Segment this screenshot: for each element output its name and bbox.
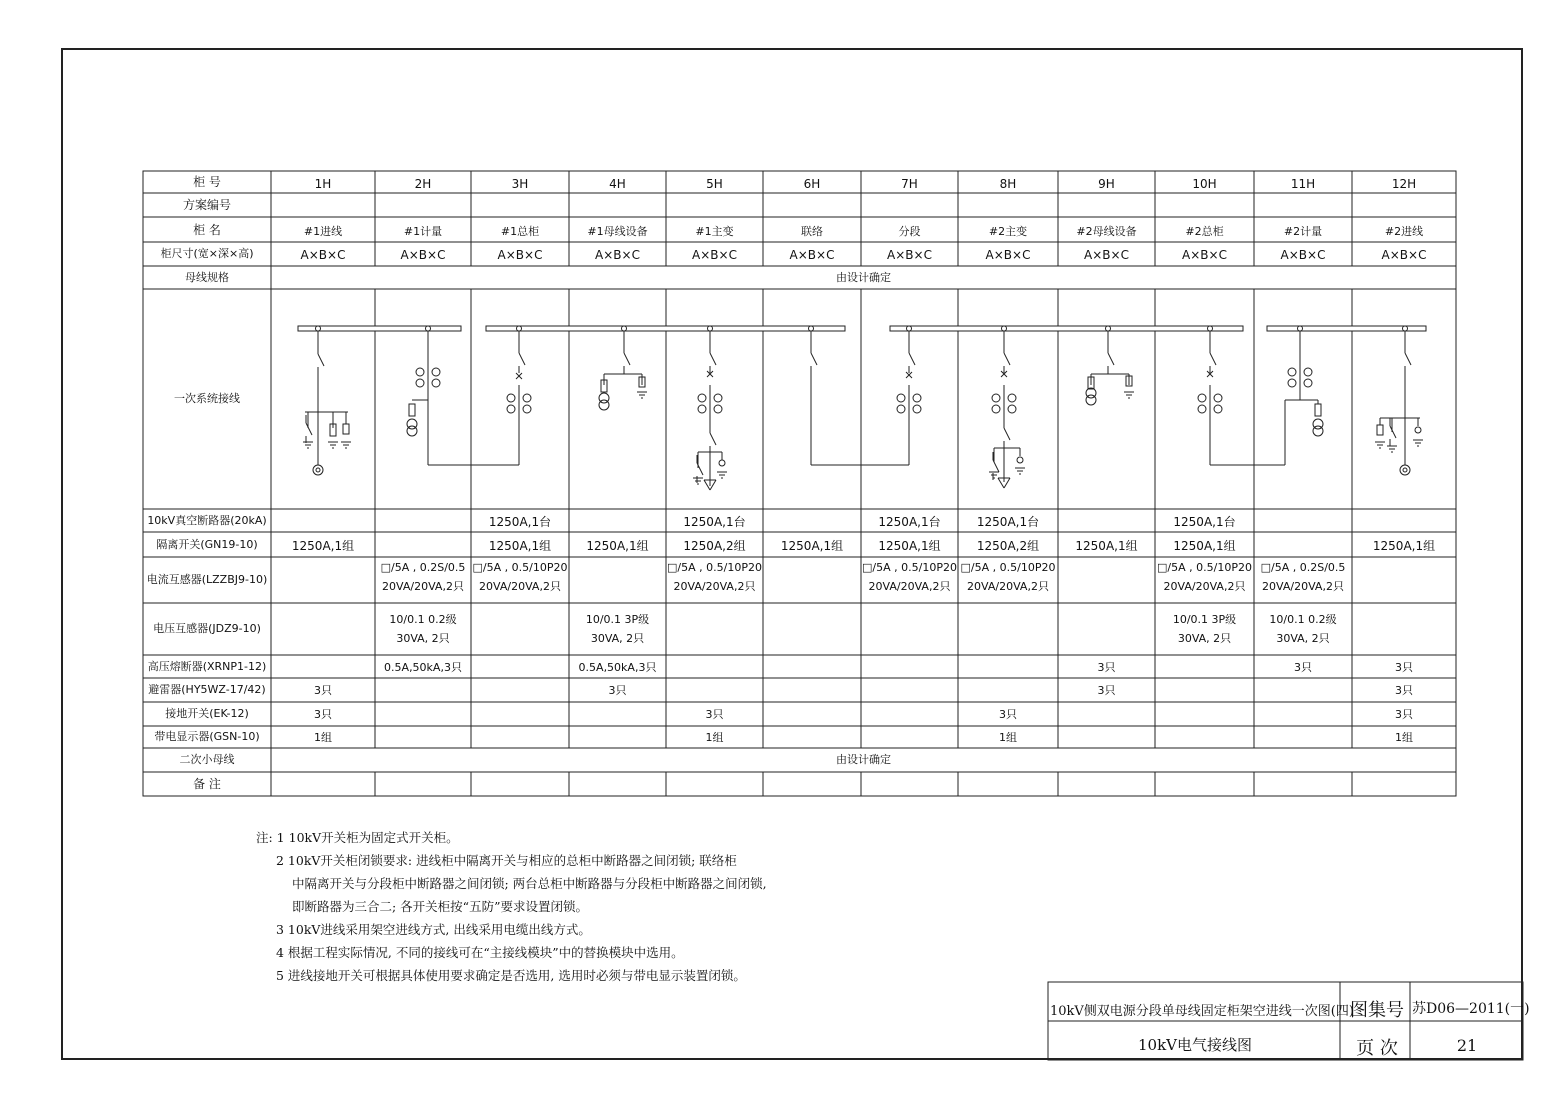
ct-spec: 20VA/20VA,2只 — [479, 580, 561, 593]
row-header-cabinet-name: 柜 名 — [193, 222, 221, 237]
current-transformer — [1008, 394, 1016, 402]
ct-spec: □/5A , 0.2S/0.5 — [1260, 561, 1346, 574]
isolator-switch — [1108, 353, 1114, 365]
fuse-spec: 3只 — [1294, 660, 1312, 674]
ct-spec: □/5A , 0.5/10P20 — [667, 561, 762, 574]
surge-arrester — [1377, 425, 1383, 435]
current-transformer — [1214, 394, 1222, 402]
ct-spec: □/5A , 0.2S/0.5 — [380, 561, 466, 574]
isolator-switch — [1210, 353, 1216, 365]
isolator-switch — [1405, 353, 1411, 365]
row-header-current-transformer: 电流互感器(LZZBJ9-10) — [146, 573, 268, 586]
cabinet-size: A×B×C — [497, 248, 543, 262]
earthing-switch — [306, 423, 312, 435]
ct-spec: 20VA/20VA,2只 — [1163, 580, 1246, 593]
isolator-switch — [318, 354, 324, 366]
cabinet-number: 8H — [999, 177, 1017, 191]
ct-spec: 20VA/20VA,2只 — [868, 580, 951, 593]
arrester-spec: 3只 — [1097, 684, 1116, 697]
current-transformer — [992, 394, 1000, 402]
cabinet-number: 9H — [1098, 177, 1115, 191]
current-transformer — [1288, 379, 1296, 387]
ct-spec: 20VA/20VA,2只 — [1262, 580, 1344, 593]
cabinet-size: A×B×C — [1381, 248, 1427, 262]
current-transformer — [1304, 379, 1312, 387]
current-transformer — [714, 405, 722, 413]
voltage-transformer — [1313, 426, 1323, 436]
cabinet-size: A×B×C — [692, 248, 737, 262]
earthing-switch-spec: 3只 — [999, 708, 1017, 721]
busbar-section — [298, 326, 461, 331]
cabinet-number: 11H — [1290, 177, 1316, 191]
earthing-switch-spec: 3只 — [1395, 708, 1413, 721]
current-transformer — [698, 394, 706, 402]
vacuum-breaker-spec: 1250A,1台 — [878, 514, 941, 529]
current-transformer — [913, 394, 921, 402]
isolator-switch — [811, 353, 817, 365]
isolator-spec: 1250A,1组 — [1372, 538, 1436, 553]
isolator-spec: 1250A,1组 — [780, 538, 844, 553]
cabinet-size: A×B×C — [789, 248, 835, 262]
vacuum-breaker-spec: 1250A,1台 — [488, 514, 552, 529]
atlas-number: 苏D06—2011(一) — [1412, 1001, 1530, 1017]
cabinet-size: A×B×C — [1182, 248, 1227, 262]
note-1: 注: 1 10kV开关柜为固定式开关柜。 — [256, 830, 459, 845]
cabinet-name: #2计量 — [1283, 224, 1323, 238]
row-header-earthing-switch: 接地开关(EK-12) — [165, 707, 249, 720]
row-header-vacuum-breaker: 10kV真空断路器(20kA) — [147, 513, 267, 527]
page-number: 21 — [1456, 1036, 1478, 1055]
ct-spec: □/5A , 0.5/10P20 — [472, 561, 568, 574]
cabinet-size: A×B×C — [1280, 248, 1326, 262]
arrester-spec: 3只 — [608, 684, 627, 697]
row-header-primary-wiring: 一次系统接线 — [174, 392, 240, 405]
cabinet-name: #1主变 — [695, 224, 734, 238]
drawing-title: 10kV侧双电源分段单母线固定柜架空进线一次图(四) — [1050, 1004, 1354, 1019]
live-indicator-spec: 1组 — [705, 731, 724, 744]
row-header-size: 柜尺寸(宽×深×高) — [160, 247, 254, 260]
isolator-switch — [710, 353, 716, 365]
isolator-switch — [909, 353, 915, 365]
fuse-spec: 3只 — [1097, 660, 1116, 674]
current-transformer — [523, 394, 531, 402]
overhead-incoming-terminal — [1403, 468, 1407, 472]
row-header-voltage-transformer: 电压互感器(JDZ9-10) — [153, 622, 261, 635]
cabinet-size: A×B×C — [985, 248, 1031, 262]
cabinet-size: A×B×C — [1084, 248, 1129, 262]
isolator-switch — [624, 353, 630, 365]
cabinet-number: 2H — [414, 177, 432, 191]
secondary-bus-spec: 由设计确定 — [836, 753, 891, 766]
note-2-cont: 即断路器为三合二; 各开关柜按“五防”要求设置闭锁。 — [292, 899, 588, 914]
note-2: 2 10kV开关柜闭锁要求: 进线柜中隔离开关与相应的总柜中断路器之间闭锁; 联络柜 — [276, 853, 737, 868]
vacuum-breaker-spec: 1250A,1台 — [683, 514, 746, 529]
pt-spec: 30VA, 2只 — [1177, 632, 1232, 645]
pt-spec: 30VA, 2只 — [590, 632, 645, 645]
pt-spec: 30VA, 2只 — [396, 632, 450, 645]
note-3: 3 10kV进线采用架空进线方式, 出线采用电缆出线方式。 — [276, 922, 591, 937]
overhead-incoming-terminal — [316, 468, 320, 472]
cabinet-size: A×B×C — [595, 248, 640, 262]
ct-spec: 20VA/20VA,2只 — [673, 580, 756, 593]
earthing-switch — [697, 463, 703, 475]
busbar-section — [486, 326, 845, 331]
page-label: 页 次 — [1356, 1038, 1398, 1059]
arrester-spec: 3只 — [314, 684, 332, 697]
isolator-spec: 1250A,2组 — [976, 538, 1040, 553]
cabinet-name: #2进线 — [1384, 224, 1424, 238]
row-header-cabinet-no: 柜 号 — [193, 175, 221, 189]
current-transformer — [432, 379, 440, 387]
cabinet-size: A×B×C — [887, 248, 932, 262]
current-transformer — [1214, 405, 1222, 413]
isolator-spec: 1250A,2组 — [683, 538, 746, 553]
current-transformer — [507, 394, 515, 402]
cabinet-name: #2主变 — [988, 224, 1028, 238]
ct-spec: □/5A , 0.5/10P20 — [1157, 561, 1252, 574]
cabinet-name: 联络 — [801, 224, 823, 238]
cabinet-number: 12H — [1391, 177, 1417, 191]
cabinet-number: 1H — [314, 177, 332, 191]
voltage-transformer — [407, 426, 417, 436]
current-transformer — [1304, 368, 1312, 376]
note-2-cont: 中隔离开关与分段柜中断路器之间闭锁; 两台总柜中断路器与分段柜中断路器之间闭锁, — [292, 876, 767, 891]
cabinet-name: #1进线 — [303, 224, 343, 238]
earthing-switch — [993, 460, 999, 472]
fuse-spec: 0.5A,50kA,3只 — [578, 660, 657, 674]
isolator-spec: 1250A,1组 — [488, 538, 552, 553]
current-transformer — [523, 405, 531, 413]
live-indicator-spec: 1组 — [314, 731, 332, 744]
pt-spec: 30VA, 2只 — [1276, 632, 1330, 645]
pt-spec: 10/0.1 0.2级 — [1269, 613, 1337, 626]
earthing-switch — [1390, 426, 1396, 438]
cabinet-number: 6H — [803, 177, 821, 191]
ct-spec: 20VA/20VA,2只 — [967, 580, 1049, 593]
current-transformer — [992, 405, 1000, 413]
row-header-scheme: 方案编号 — [182, 198, 232, 212]
isolator-switch — [1004, 428, 1010, 440]
drawing-subtitle: 10kV电气接线图 — [1137, 1036, 1252, 1054]
isolator-switch — [519, 353, 525, 365]
row-header-busbar: 母线规格 — [185, 270, 229, 284]
voltage-transformer — [1086, 395, 1096, 405]
current-transformer — [897, 394, 905, 402]
isolator-switch — [710, 433, 716, 445]
current-transformer — [698, 405, 706, 413]
pt-spec: 10/0.1 3P级 — [1172, 613, 1237, 626]
cabinet-name: #1总柜 — [500, 224, 540, 238]
cabinet-size: A×B×C — [400, 248, 446, 262]
current-transformer — [897, 405, 905, 413]
overhead-incoming-terminal — [1400, 465, 1410, 475]
surge-arrester — [343, 424, 349, 434]
isolator-spec: 1250A,1组 — [1075, 538, 1138, 553]
isolator-spec: 1250A,1组 — [878, 538, 941, 553]
row-header-remark: 备 注 — [193, 777, 221, 791]
atlas-label: 图集号 — [1350, 1000, 1404, 1021]
cabinet-number: 7H — [901, 177, 918, 191]
current-transformer — [432, 368, 440, 376]
live-indicator — [719, 460, 725, 466]
row-header-live-indicator: 带电显示器(GSN-10) — [154, 730, 260, 743]
cabinet-number: 4H — [609, 177, 626, 191]
earthing-switch-spec: 3只 — [705, 708, 724, 721]
isolator-spec: 1250A,1组 — [291, 538, 355, 553]
row-header-fuse: 高压熔断器(XRNP1-12) — [147, 659, 267, 673]
ct-spec: □/5A , 0.5/10P20 — [862, 561, 957, 574]
ct-spec: 20VA/20VA,2只 — [382, 580, 464, 593]
fuse — [1315, 404, 1321, 416]
row-header-isolator: 隔离开关(GN19-10) — [156, 537, 258, 551]
cabinet-name: #2总柜 — [1185, 224, 1224, 238]
notes — [256, 826, 767, 987]
live-indicator-spec: 1组 — [1395, 731, 1413, 744]
busbar-section — [890, 326, 1243, 331]
row-header-arrester: 避雷器(HY5WZ-17/42) — [148, 683, 266, 696]
note-5: 5 进线接地开关可根据具体使用要求确定是否选用, 选用时必须与带电显示装置闭锁。 — [276, 968, 746, 983]
fuse-spec: 3只 — [1395, 660, 1413, 674]
cabinet-name: #2母线设备 — [1076, 224, 1137, 238]
overhead-incoming-terminal — [313, 465, 323, 475]
live-indicator — [1017, 457, 1023, 463]
cabinet-size: A×B×C — [300, 248, 346, 262]
current-transformer — [913, 405, 921, 413]
cabinet-name: #1计量 — [403, 224, 443, 238]
current-transformer — [1008, 405, 1016, 413]
voltage-transformer — [599, 400, 609, 410]
cabinet-name: 分段 — [898, 224, 921, 238]
current-transformer — [416, 379, 424, 387]
cabinet-number: 5H — [706, 177, 723, 191]
current-transformer — [714, 394, 722, 402]
live-indicator — [1415, 427, 1421, 433]
row-header-secondary-bus: 二次小母线 — [179, 753, 235, 766]
isolator-switch — [1004, 353, 1010, 365]
note-4: 4 根据工程实际情况, 不同的接线可在“主接线模块”中的替换模块中选用。 — [276, 945, 684, 960]
arrester-spec: 3只 — [1395, 684, 1413, 697]
earthing-switch-spec: 3只 — [314, 708, 332, 721]
vacuum-breaker-spec: 1250A,1台 — [976, 514, 1040, 529]
pt-spec: 10/0.1 3P级 — [585, 613, 650, 626]
vacuum-breaker-spec: 1250A,1台 — [1173, 514, 1236, 529]
cabinet-name: #1母线设备 — [587, 224, 648, 238]
cabinet-number: 10H — [1192, 177, 1217, 191]
current-transformer — [507, 405, 515, 413]
live-indicator-spec: 1组 — [999, 731, 1017, 744]
pt-spec: 10/0.1 0.2级 — [389, 613, 457, 626]
current-transformer — [1288, 368, 1296, 376]
current-transformer — [416, 368, 424, 376]
isolator-spec: 1250A,1组 — [586, 538, 649, 553]
cabinet-number: 3H — [511, 177, 529, 191]
busbar-spec: 由设计确定 — [836, 270, 891, 284]
current-transformer — [1198, 394, 1206, 402]
fuse-spec: 0.5A,50kA,3只 — [384, 660, 462, 674]
fuse — [409, 404, 415, 416]
ct-spec: □/5A , 0.5/10P20 — [960, 561, 1056, 574]
isolator-spec: 1250A,1组 — [1173, 538, 1236, 553]
current-transformer — [1198, 405, 1206, 413]
